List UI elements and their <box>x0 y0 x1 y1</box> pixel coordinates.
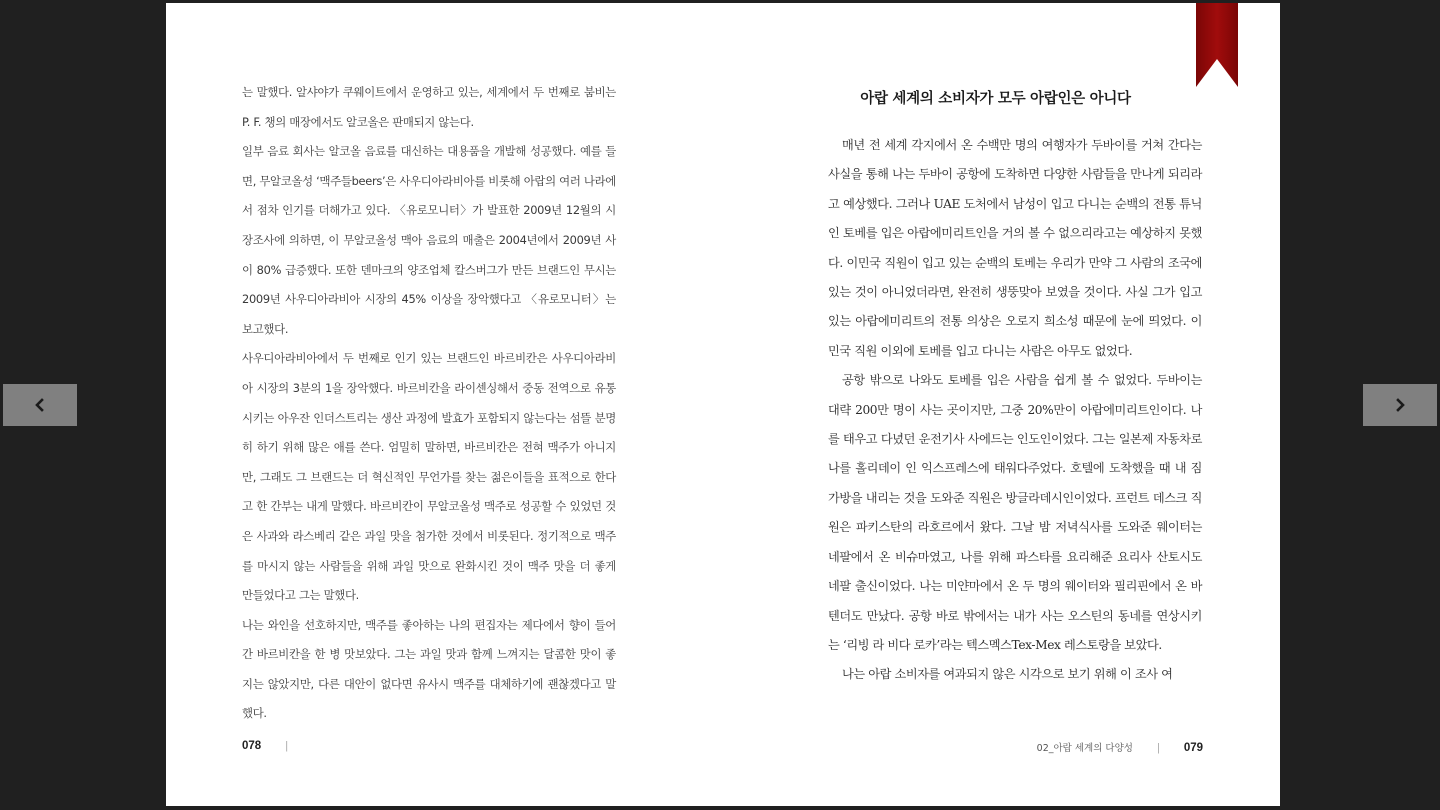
section-title: 아랍 세계의 소비자가 모두 아랍인은 아니다 <box>860 91 1131 107</box>
paragraph: 일부 음료 회사는 알코올 음료를 대신하는 대용품을 개발해 성공했다. 예를 들면, 무알코올성 ‘맥주들beers’은 사우디아라비아를 비롯해 아랍의 여러 나라에서 점차 인기를 더해가고 있다. 〈유로모니터〉가 발표한 2009년 12월의 시장조사에 의하면, 이 무알코올성 맥아 음료의 매출은 2004년에서 2009년 사이 80% 급증했다. 또한 덴마크의 양조업체 칼스버그가 만든 브랜드인 무시는 2009년 사우디아라비아 시장의 45% 이상을 장악했다고 〈유로모니터〉는 보고했다. <box>242 144 616 336</box>
right-page <box>723 3 1280 806</box>
paragraph: 공항 밖으로 나와도 토베를 입은 사람을 쉽게 볼 수 없었다. 두바이는 대략 200만 명이 사는 곳이지만, 그중 20%만이 아랍에미리트인이다. 나를 태우고 다녔던 운전기사 사에드는 인도인이었다. 그는 일본제 자동차로 나를 홀리데이 인 익스프레스에 태워다주었다. 호텔에 도착했을 때 내 짐가방을 내리는 것을 도와준 직원은 방글라데시인이었다. 프런트 데스크 직원은 파키스탄의 라호르에서 왔다. 그날 밤 저녁식사를 도와준 웨이터는 네팔에서 온 비슈마였고, 나를 위해 파스타를 요리해준 요리사 산토시도 네팔 출신이었다. 나는 미얀마에서 온 두 명의 웨이터와 필리핀에서 온 바텐더도 만났다. 공항 바로 밖에서는 내가 사는 오스틴의 동네를 연상시키는 ‘리빙 라 비다 로카’라는 텍스멕스Tex-Mex 레스토랑을 보았다. <box>828 373 1202 652</box>
paragraph: 매년 전 세계 각지에서 온 수백만 명의 여행자가 두바이를 거쳐 간다는 사실을 통해 나는 두바이 공항에 도착하면 다양한 사람들을 만나게 되리라고 예상했다. 그러나 UAE 도처에서 남성이 입고 다니는 순백의 전통 튜닉인 토베를 입은 아랍에미리트인을 거의 볼 수 없으리라고는 예상하지 못했다. 이민국 직원이 입고 있는 순백의 토베는 우리가 만약 그 사람의 조국에 있는 것이 아니었더라면, 완전히 생뚱맞아 보였을 것이다. 사실 그가 입고 있는 아랍에미리트의 전통 의상은 오로지 희소성 때문에 눈에 띄었다. 이민국 직원 이외에 토베를 입고 다니는 사람은 아무도 없었다. <box>828 138 1202 358</box>
right-page-body <box>828 131 1202 690</box>
paragraph: 사우디아라비아에서 두 번째로 인기 있는 브랜드인 바르비칸은 사우디아라비아 시장의 3분의 1을 장악했다. 바르비칸을 라이센싱해서 중동 전역으로 유통시키는 아우잔 인더스트리는 생산 과정에 발효가 포함되지 않는다는 섬뜰 분명히 하기 위해 많은 애를 쓴다. 엄밀히 말하면, 바르비칸은 전혀 맥주가 아니지만, 그래도 그 브랜드는 더 혁신적인 무언가를 찾는 젊은이들을 표적으로 한다고 한 간부는 내게 말했다. 바르비칸이 무알코올성 맥주로 성공할 수 있었던 것은 사과와 라스베리 같은 과일 맛을 첨가한 것에서 비롯된다. 정기적으로 맥주를 마시지 않는 사람들을 위해 과일 맛으로 완화시킨 것이 맥주 맛을 더 좋게 만들었다고 그는 말했다. <box>242 351 616 603</box>
folio-divider: | <box>285 740 289 752</box>
previous-page-button[interactable] <box>3 384 77 426</box>
left-folio <box>242 740 288 752</box>
running-header: 02_아랍 세계의 다양성 <box>1036 743 1133 754</box>
next-page-button[interactable] <box>1363 384 1437 426</box>
chevron-right-icon <box>1393 398 1407 412</box>
chevron-left-icon <box>33 398 47 412</box>
paragraph: 나는 와인을 선호하지만, 맥주를 좋아하는 나의 편집자는 제다에서 향이 들어간 바르비칸을 한 병 맛보았다. 그는 과일 맛과 함께 느껴지는 달콤한 맛이 좋지는 않았지만, 다른 대안이 없다면 유사시 맥주를 대체하기에 괜찮겠다고 말했다. <box>242 617 616 721</box>
left-page <box>166 3 723 806</box>
page-number: 079 <box>1183 742 1203 754</box>
left-page-body <box>242 78 616 729</box>
bookmark-ribbon-icon[interactable] <box>1196 3 1238 87</box>
folio-divider: | <box>1156 742 1160 754</box>
right-folio <box>1037 740 1203 754</box>
book-spread <box>166 3 1280 806</box>
page-number: 078 <box>242 740 262 752</box>
paragraph: 는 말했다. 알샤야가 쿠웨이트에서 운영하고 있는, 세계에서 두 번째로 붐비는 P. F. 챙의 매장에서도 알코올은 판매되지 않는다. <box>242 85 616 129</box>
paragraph: 나는 아랍 소비자를 여과되지 않은 시각으로 보기 위해 이 조사 여 <box>842 667 1173 682</box>
